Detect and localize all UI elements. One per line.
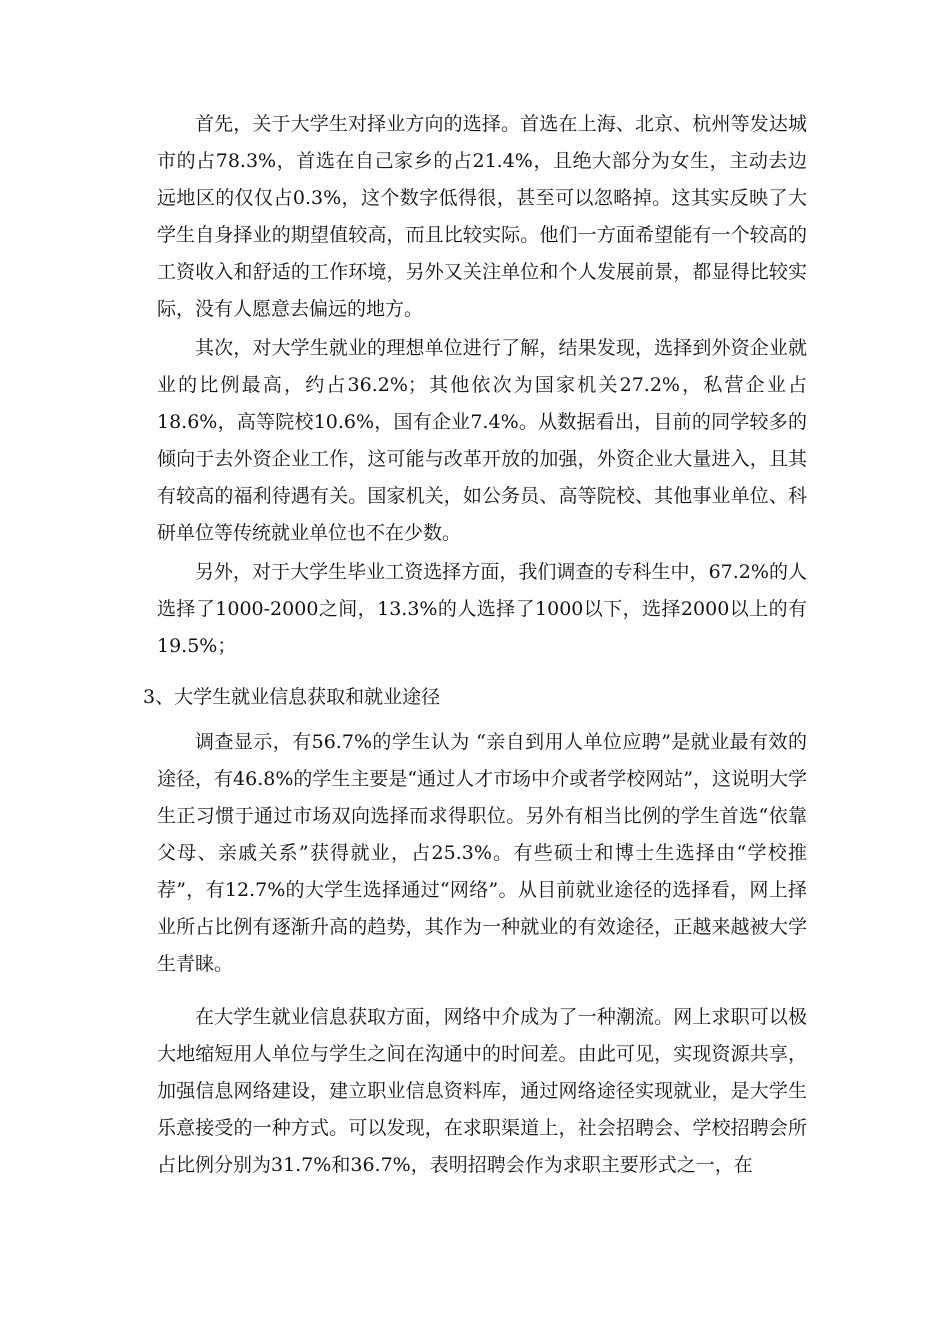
document-body: [143, 106, 807, 1184]
paragraph-ideal-employer: 其次，对大学生就业的理想单位进行了解，结果发现，选择到外资企业就业的比例最高，约占36.2%；其他依次为国家机关27.2%，私营企业占18.6%，高等院校10.6%，国有企业7.4%。从数据看出，目前的同学较多的倾向于去外资企业工作，这可能与改革开放的加强，外资企业大量进入，且其有较高的福利待遇有关。国家机关，如公务员、高等院校、其他事业单位、科研单位等传统就业单位也不在少数。: [157, 337, 807, 544]
paragraph-destination-choice: 首先，关于大学生对择业方向的选择。首选在上海、北京、杭州等发达城市的占78.3%，首选在自己家乡的占21.4%，且绝大部分为女生，主动去边远地区的仅仅占0.3%，这个数字低得很，甚至可以忽略掉。这其实反映了大学生自身择业的期望值较高，而且比较实际。他们一方面希望能有一个较高的工资收入和舒适的工作环境，另外又关注单位和个人发展前景，都显得比较实际，没有人愿意去偏远的地方。: [157, 113, 807, 320]
paragraph-online-recruiting: 在大学生就业信息获取方面，网络中介成为了一种潮流。网上求职可以极大地缩短用人单位与学生之间在沟通中的时间差。由此可见，实现资源共享，加强信息网络建设，建立职业信息资料库，通过网络途径实现就业，是大学生乐意接受的一种方式。可以发现，在求职渠道上，社会招聘会、学校招聘会所占比例分别为31.7%和36.7%，表明招聘会作为求职主要形式之一，在: [157, 1006, 807, 1176]
paragraph-salary-expectation: 另外，对于大学生毕业工资选择方面，我们调查的专科生中，67.2%的人选择了1000-2000之间，13.3%的人选择了1000以下，选择2000以上的有19.5%；: [157, 561, 807, 657]
paragraph-job-channels: 调查显示，有56.7%的学生认为 “亲自到用人单位应聘”是就业最有效的途径，有46.8%的学生主要是“通过人才市场中介或者学校网站”，这说明大学生正习惯于通过市场双向选择而求得职位。另外有相当比例的学生首选“依靠父母、亲戚关系”获得就业，占25.3%。有些硕士和博士生选择由“学校推荐”，有12.7%的大学生选择通过“网络”。从目前就业途径的选择看，网上择业所占比例有逐渐升高的趋势，其作为一种就业的有效途径，正越来越被大学生青睐。: [157, 731, 807, 975]
section-heading: 3、大学生就业信息获取和就业途径: [143, 686, 441, 708]
